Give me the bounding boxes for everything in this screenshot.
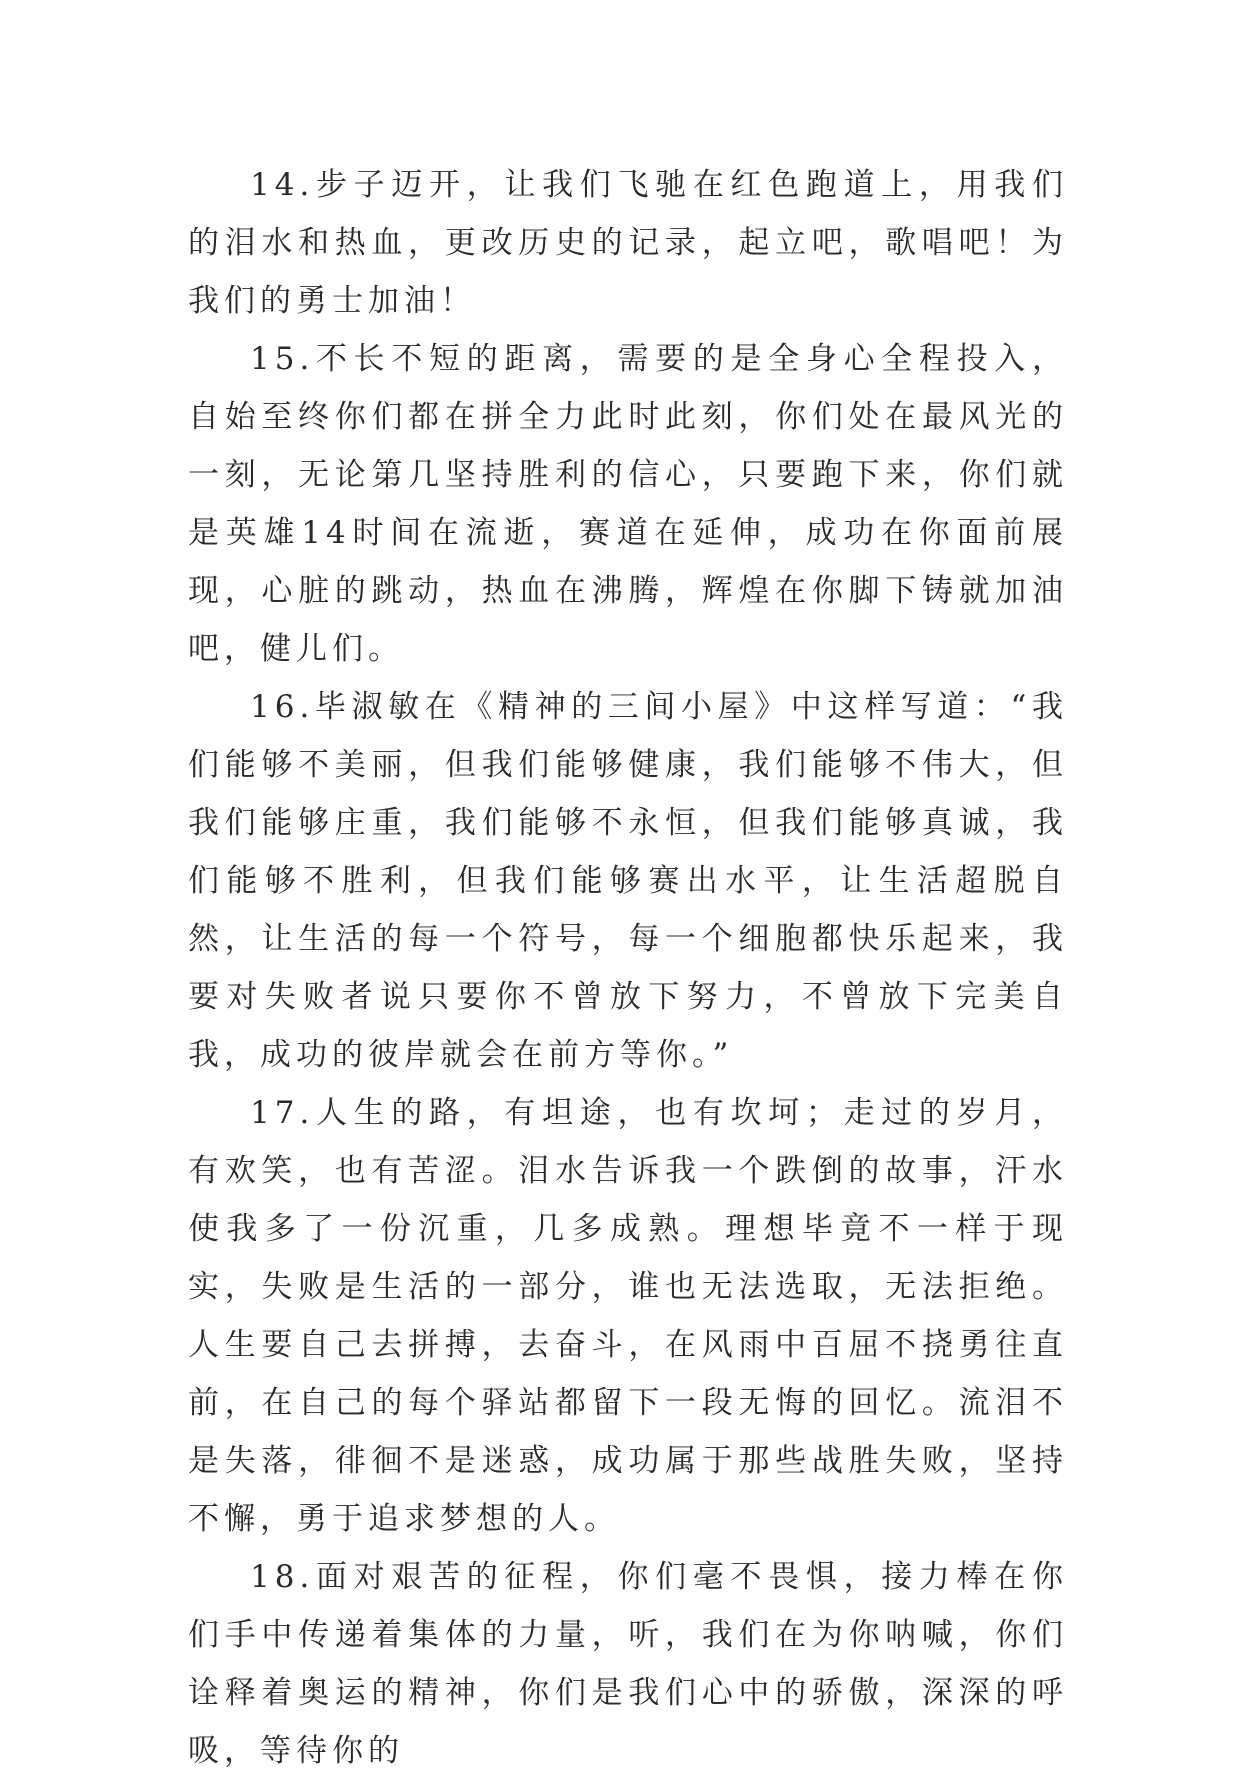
paragraph-14: 14.步子迈开，让我们飞驰在红色跑道上，用我们的泪水和热血，更改历史的记录，起立吧，歌唱吧！为我们的勇士加油！ <box>188 167 1068 319</box>
paragraph-17: 17.人生的路，有坦途，也有坎坷；走过的岁月，有欢笑，也有苦涩。泪水告诉我一个跌倒的故事，汗水使我多了一份沉重，几多成熟。理想毕竟不一样于现实，失败是生活的一部分，谁也无法选取，无法拒绝。人生要自己去拼搏，去奋斗，在风雨中百屈不挠勇往直前，在自己的每个驿站都留下一段无悔的回忆。流泪不是失落，徘徊不是迷惑，成功属于那些战胜失败，坚持不懈，勇于追求梦想的人。 <box>188 1095 1068 1537</box>
paragraph-15: 15.不长不短的距离，需要的是全身心全程投入，自始至终你们都在拼全力此时此刻，你们处在最风光的一刻，无论第几坚持胜利的信心，只要跑下来，你们就是英雄14时间在流逝，赛道在延伸，成功在你面前展现，心脏的跳动，热血在沸腾，辉煌在你脚下铸就加油吧，健儿们。 <box>188 341 1068 667</box>
document-body <box>188 156 1068 1780</box>
paragraph-18: 18.面对艰苦的征程，你们毫不畏惧，接力棒在你们手中传递着集体的力量，听，我们在为你呐喊，你们诠释着奥运的精神，你们是我们心中的骄傲，深深的呼吸，等待你的 <box>188 1559 1068 1769</box>
paragraph-16: 16.毕淑敏在《精神的三间小屋》中这样写道：“我们能够不美丽，但我们能够健康，我们能够不伟大，但我们能够庄重，我们能够不永恒，但我们能够真诚，我们能够不胜利，但我们能够赛出水平，让生活超脱自然，让生活的每一个符号，每一个细胞都快乐起来，我要对失败者说只要你不曾放下努力，不曾放下完美自我，成功的彼岸就会在前方等你。” <box>188 689 1068 1073</box>
